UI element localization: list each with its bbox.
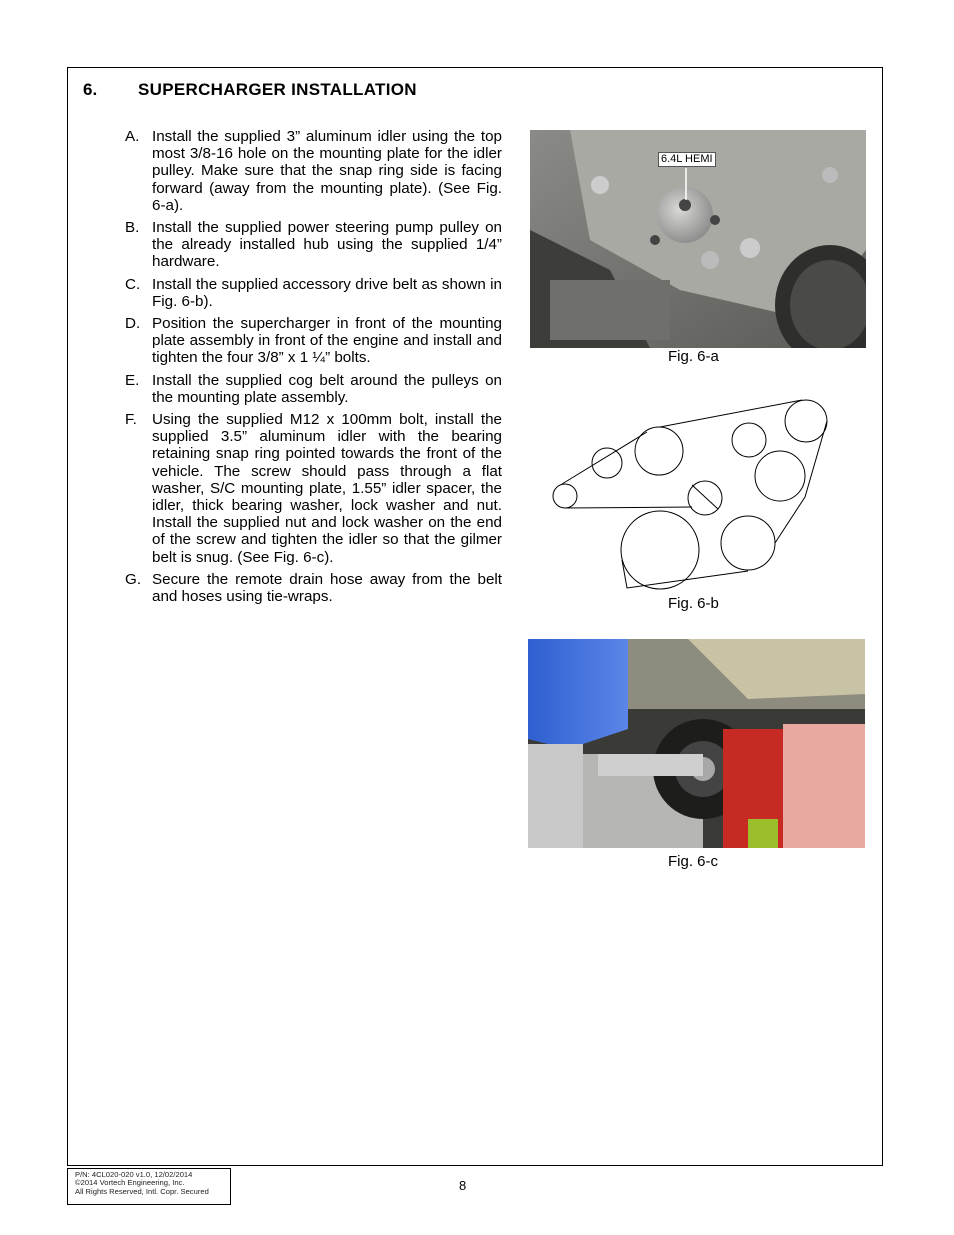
engine-label: 6.4L HEMI [658, 152, 716, 167]
figure-6b-belt-diagram [552, 395, 834, 591]
step-f [125, 411, 502, 566]
step-b [125, 219, 502, 271]
step-letter: F. [125, 411, 137, 429]
belt-routing-diagram [552, 395, 834, 591]
footer-part-number: P/N: 4CL020-020 v1.0, 12/02/2014 [75, 1170, 193, 1179]
installation-steps [125, 128, 502, 610]
step-e [125, 372, 502, 406]
step-text: Using the supplied M12 x 100mm bolt, install the supplied 3.5” aluminum idler with the bearing retaining snap ring pointed towards the front of the vehicle. The screw should pass through a flat washer, S/C mounting plate, 1.55” idler spacer, the idler, thick bearing washer, lock washer and nut. Install the supplied nut and lock washer on the end of the screw and tighten the idler so that the gilmer belt is snug. (See Fig. 6-c). [152, 411, 502, 566]
water-pump-pulley [721, 516, 775, 570]
belt-lower [565, 485, 718, 509]
step-c [125, 276, 502, 310]
step-text: Install the supplied 3” aluminum idler using the top most 3/8-16 hole on the mounting plate for the idler pulley. Make sure that the snap ring side is facing forward (away from the mounting plate). (See Fig. 6-a). [152, 128, 502, 214]
step-text: Secure the remote drain hose away from the belt and hoses using tie-wraps. [152, 570, 502, 606]
idler-pulley-top [635, 427, 683, 475]
step-letter: E. [125, 371, 140, 389]
step-letter: C. [125, 275, 141, 293]
idler-installation-photo [528, 639, 865, 848]
figure-6a-photo [530, 130, 866, 348]
step-letter: B. [125, 219, 140, 237]
step-text: Install the supplied accessory drive belt as shown in Fig. 6-b). [152, 275, 502, 310]
footer-copyright: ©2014 Vortech Engineering, Inc. [75, 1178, 185, 1188]
figure-6c-photo [528, 639, 865, 848]
crank-pulley [621, 511, 699, 589]
step-text: Install the supplied cog belt around the pulleys on the mounting plate assembly. [152, 371, 502, 406]
step-d [125, 315, 502, 367]
step-letter: D. [125, 315, 141, 333]
page-number: 8 [459, 1178, 467, 1193]
section-title: SUPERCHARGER INSTALLATION [138, 80, 417, 99]
step-letter: A. [125, 128, 140, 145]
step-a [125, 128, 502, 214]
alternator-pulley [755, 451, 805, 501]
section-number: 6. [83, 80, 98, 99]
belt-right [775, 421, 827, 543]
step-letter: G. [125, 570, 142, 588]
figure-6b-caption: Fig. 6-b [668, 595, 719, 612]
step-text: Install the supplied power steering pump pulley on the already installed hub using the supplied 1/4” hardware. [152, 219, 502, 271]
ps-pulley [732, 423, 766, 457]
figure-6c-caption: Fig. 6-c [668, 853, 719, 870]
tensioner-pulley [553, 484, 577, 508]
supercharger-pulley [785, 400, 827, 442]
figure-6a-caption: Fig. 6-a [668, 348, 719, 365]
footer-rights: All Rights Reserved, Intl. Copr. Secured [75, 1186, 209, 1196]
step-g [125, 571, 502, 605]
step-text: Position the supercharger in front of the mounting plate assembly in front of the engine and install and tighten the four 3/8” x 1 ¼” bolts. [152, 315, 502, 367]
footer-info-box [67, 1168, 231, 1205]
